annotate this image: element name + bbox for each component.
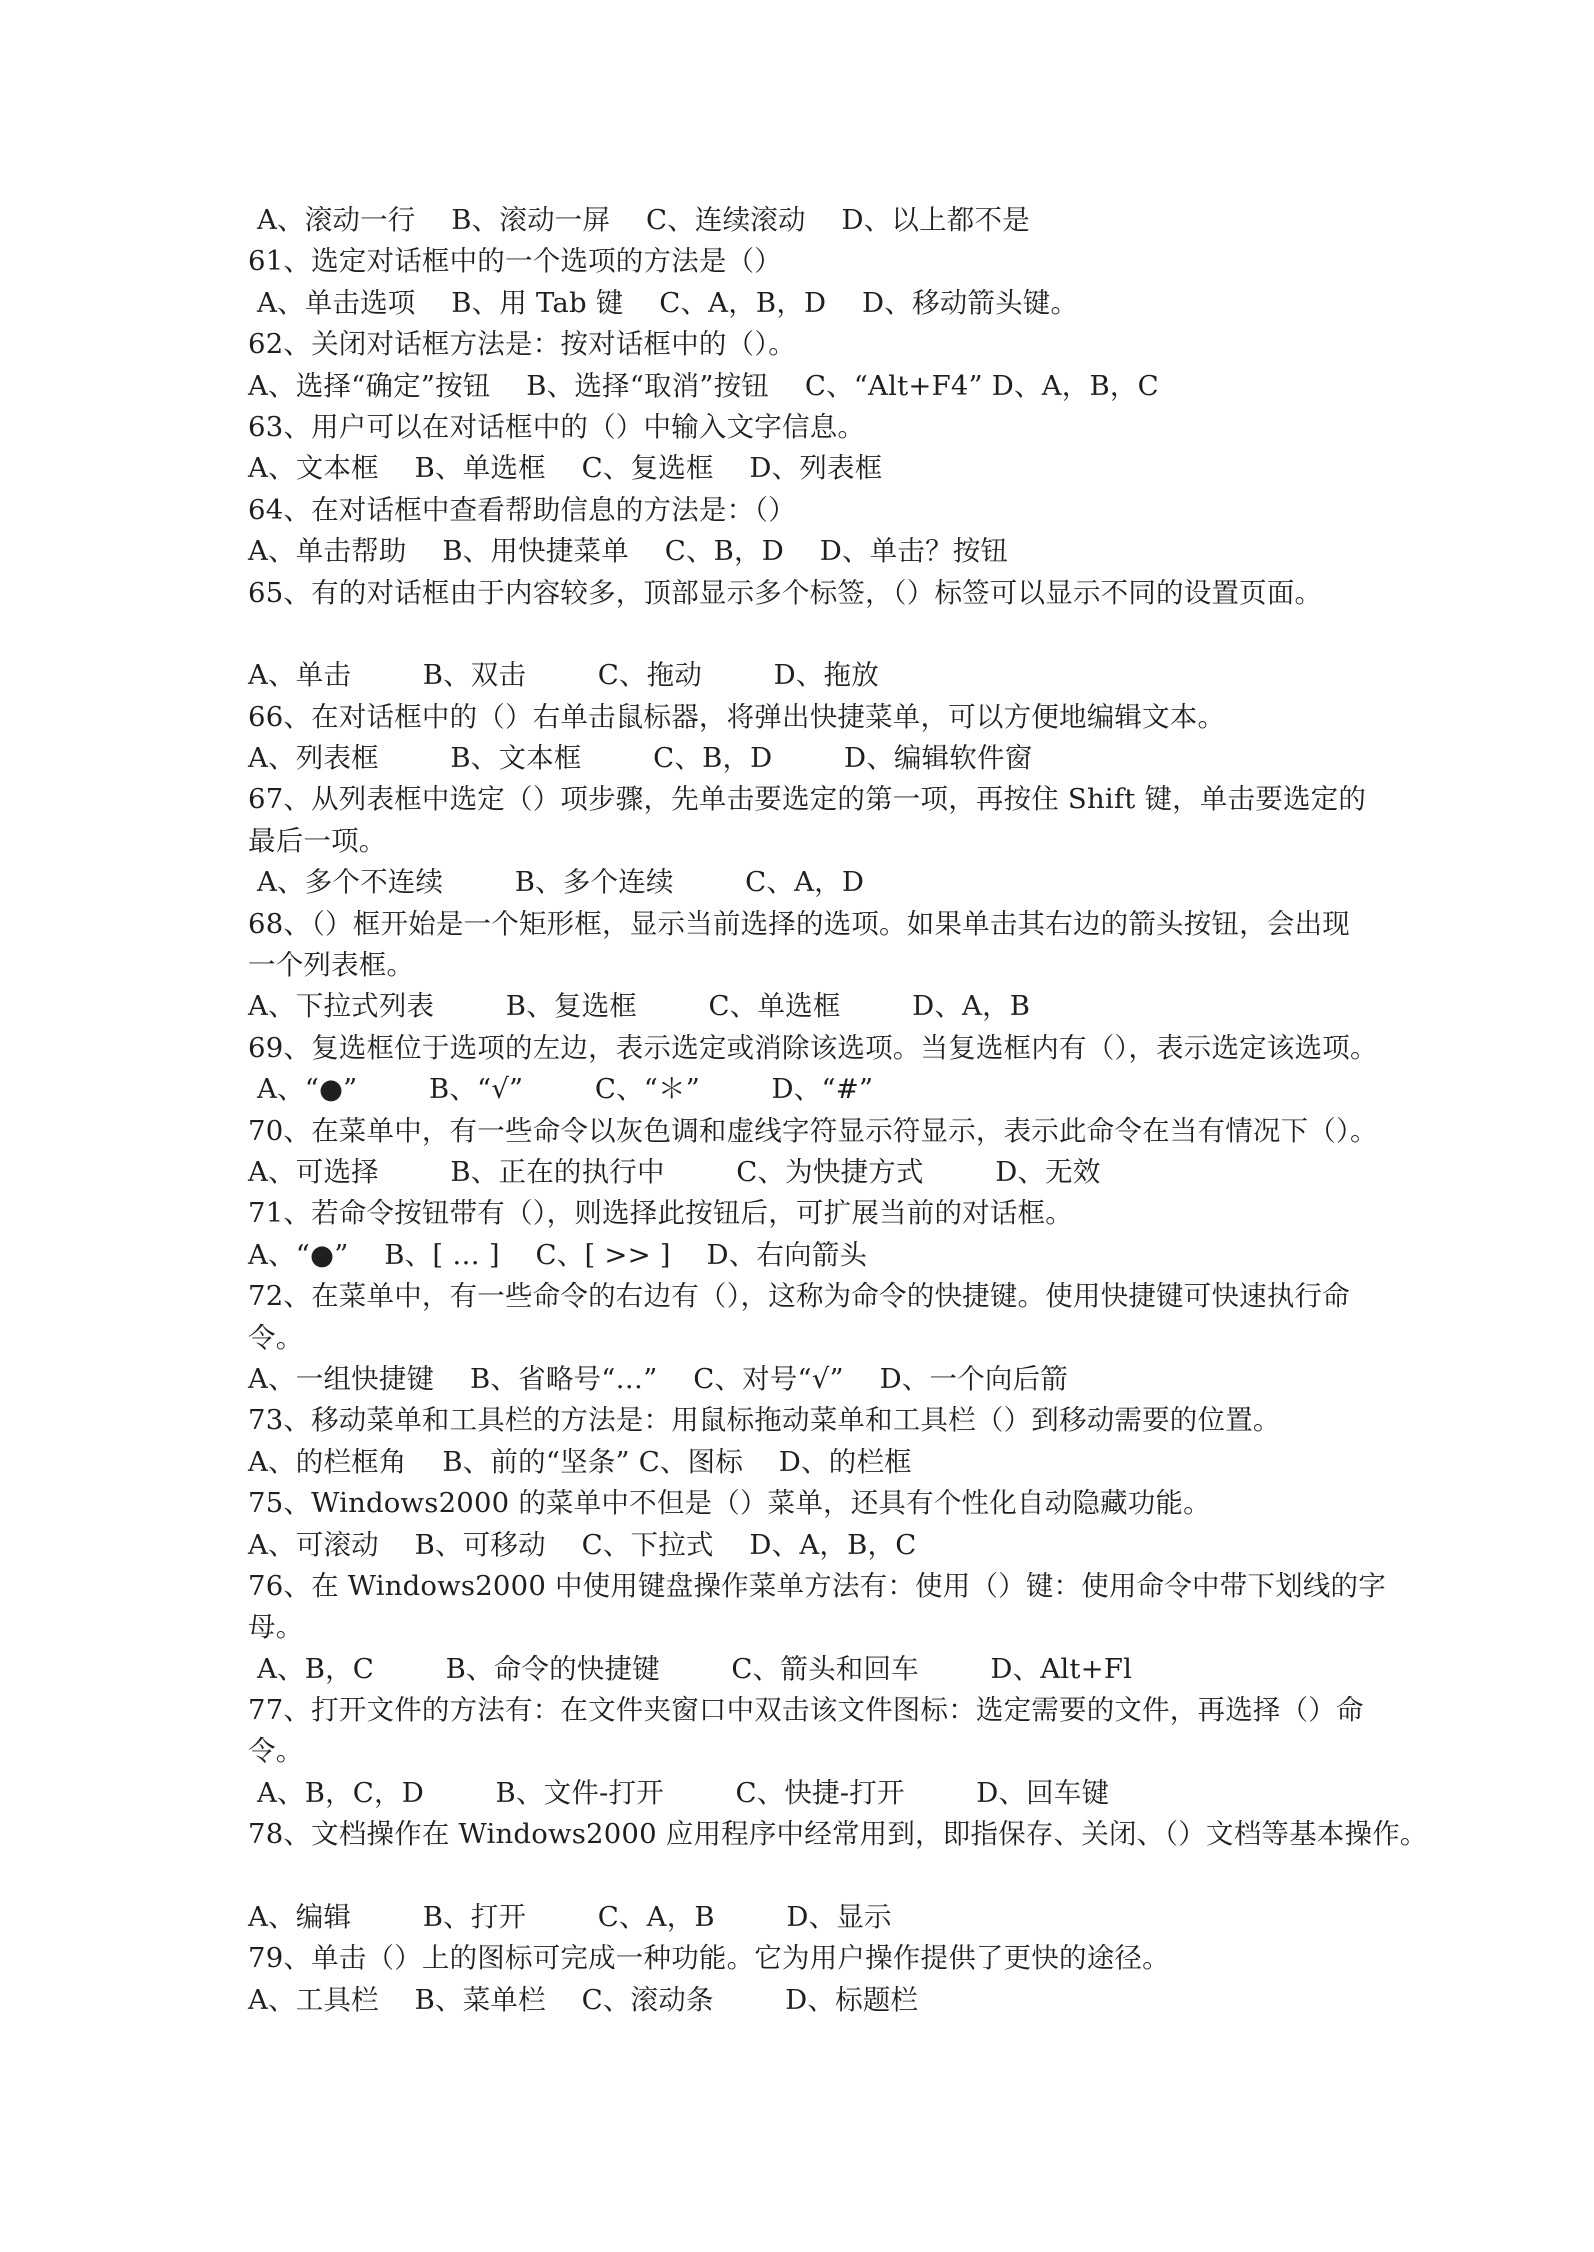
question-65: 65、有的对话框由于内容较多，顶部显示多个标签，（）标签可以显示不同的设置页面。 [248,576,1323,609]
question-71: 71、若命令按钮带有（），则选择此按钮后，可扩展当前的对话框。 [248,1197,1073,1230]
question-66: 66、在对话框中的（）右单击鼠标器，将弹出快捷菜单，可以方便地编辑文本。 [248,700,1226,733]
option-line: A、B，C，D B、文件-打开 C、快捷-打开 D、回车键 [248,1776,1110,1809]
option-line: A、文本框 B、单选框 C、复选框 D、列表框 [248,452,883,485]
option-line: A、B，C B、命令的快捷键 C、箭头和回车 D、Alt+Fl [248,1652,1133,1685]
option-line: A、多个不连续 B、多个连续 C、A，D [248,866,865,899]
option-line: A、一组快捷键 B、省略号“…” C、对号“√” D、一个向后箭 [248,1362,1069,1395]
question-76-continued: 母。 [248,1611,304,1644]
option-line: A、工具栏 B、菜单栏 C、滚动条 D、标题栏 [248,1983,919,2016]
option-line: A、列表框 B、文本框 C、B，D D、编辑软件窗 [248,742,1033,775]
question-77-continued: 令。 [248,1735,304,1768]
question-68-continued: 一个列表框。 [248,949,415,982]
question-76: 76、在 Windows2000 中使用键盘操作菜单方法有：使用（）键：使用命令中带下划线的字 [248,1569,1386,1602]
question-67: 67、从列表框中选定（）项步骤，先单击要选定的第一项，再按住 Shift 键，单击要选定的 [248,783,1367,816]
option-line: A、可滚动 B、可移动 C、下拉式 D、A，B，C [248,1528,917,1561]
option-line: A、滚动一行 B、滚动一屏 C、连续滚动 D、以上都不是 [248,204,1030,236]
blank-line [248,1856,1378,1897]
question-79: 79、单击（）上的图标可完成一种功能。它为用户操作提供了更快的途径。 [248,1942,1170,1975]
question-69: 69、复选框位于选项的左边，表示选定或消除该选项。当复选框内有（），表示选定该选项。 [248,1031,1378,1064]
question-67-continued: 最后一项。 [248,824,387,857]
question-68: 68、（）框开始是一个矩形框，显示当前选择的选项。如果单击其右边的箭头按钮，会出现 [248,907,1350,940]
option-line: A、可选择 B、正在的执行中 C、为快捷方式 D、无效 [248,1155,1101,1188]
question-text-block [248,200,1428,2021]
option-line: A、下拉式列表 B、复选框 C、单选框 D、A，B [248,990,1031,1023]
option-line: A、“●” B、“√” C、“＊” D、“#” [248,1073,874,1106]
option-line: A、单击 B、双击 C、拖动 D、拖放 [248,659,879,692]
option-line: A、选择“确定”按钮 B、选择“取消”按钮 C、“Alt+F4” D、A，B，C [248,369,1159,402]
option-line: A、单击选项 B、用 Tab 键 C、A，B，D D、移动箭头键。 [248,286,1079,319]
question-70: 70、在菜单中，有一些命令以灰色调和虚线字符显示符显示，表示此命令在当有情况下（）。 [248,1114,1378,1147]
question-73: 73、移动菜单和工具栏的方法是：用鼠标拖动菜单和工具栏（）到移动需要的位置。 [248,1404,1281,1437]
option-line: A、编辑 B、打开 C、A，B D、显示 [248,1901,892,1934]
option-line: A、单击帮助 B、用快捷菜单 C、B，D D、单击？按钮 [248,535,1009,568]
question-75: 75、Windows2000 的菜单中不但是（）菜单，还具有个性化自动隐藏功能。 [248,1487,1211,1520]
option-line: A、“●” B、[ … ] C、[ >> ] D、右向箭头 [248,1238,868,1271]
question-64: 64、在对话框中查看帮助信息的方法是：（） [248,493,796,526]
question-77: 77、打开文件的方法有：在文件夹窗口中双击该文件图标：选定需要的文件，再选择（）命 [248,1694,1364,1727]
question-72: 72、在菜单中，有一些命令的右边有（），这称为命令的快捷键。使用快捷键可快速执行命 [248,1280,1350,1313]
option-line: A、的栏框角 B、前的“坚条” C、图标 D、的栏框 [248,1445,912,1478]
question-61: 61、选定对话框中的一个选项的方法是（） [248,245,782,278]
question-72-continued: 令。 [248,1321,304,1354]
question-62: 62、关闭对话框方法是：按对话框中的（）。 [248,328,796,361]
blank-line [248,614,1378,655]
question-78: 78、文档操作在 Windows2000 应用程序中经常用到，即指保存、关闭、（）文档等基本操作。 [248,1818,1428,1851]
question-63: 63、用户可以在对话框中的（）中输入文字信息。 [248,410,866,443]
